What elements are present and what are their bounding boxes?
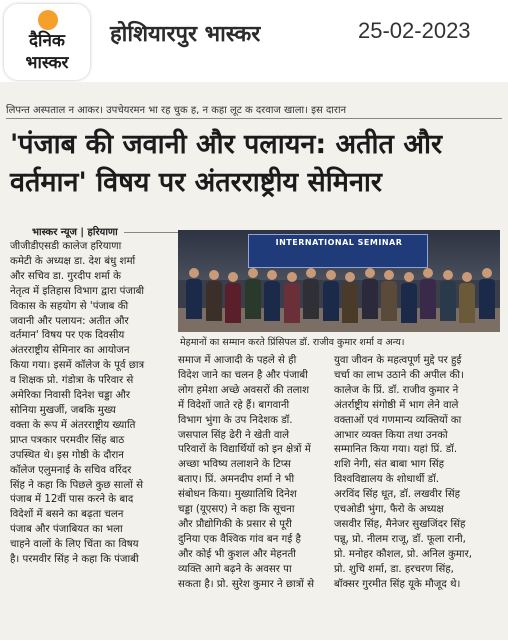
person-body	[245, 279, 261, 319]
byline-text: भास्कर न्यूज | हरियाणा	[32, 227, 118, 238]
article-line: विदेश जाने का चलन है और पंजाबी	[178, 369, 308, 381]
person-figure	[420, 268, 436, 319]
edition-title: होशियारपुर भास्कर	[110, 22, 261, 47]
article-line: लोग हमेशा अच्छे अवसरों की तलाश	[178, 384, 310, 396]
logo-text-line1: दैनिक	[29, 31, 65, 51]
article-line: नेतृत्व में इतिहास विभाग द्वारा पंजाबी	[10, 285, 145, 297]
person-body	[225, 283, 241, 323]
article-line: जवानी और पलायन: अतीत और	[10, 315, 129, 327]
article-line: और कोई भी कुशल और मेहनती	[178, 548, 296, 560]
person-figure	[479, 268, 495, 319]
event-photo	[178, 230, 500, 332]
article-line: व्यक्ति आगे बढ़ने के अवसर पा	[178, 563, 292, 575]
article-column-1	[10, 240, 170, 568]
person-head	[423, 268, 433, 278]
person-body	[284, 283, 300, 323]
article-line: वक्ता के रूप में अंतरराष्ट्रीय ख्याति	[10, 419, 136, 431]
article-line: विभाग भुंगा के उप निदेशक डॉ.	[178, 414, 293, 426]
article-line: विकास के सहयोग से 'पंजाब की	[10, 300, 129, 312]
person-body	[362, 279, 378, 319]
person-head	[365, 268, 375, 278]
article-line: बॉक्सर गुरमीत सिंह यूके मौजूद थे।	[334, 578, 461, 590]
newspaper-clipping	[0, 82, 508, 640]
article-line: बताए। प्रिं. अमनदीप शर्मा ने भी	[178, 474, 295, 486]
article-line: शशि नेगी, संत बाबा भाग सिंह	[334, 459, 445, 471]
article-line: प्रो. शुचि शर्मा, डा. हरचरण सिंह,	[334, 563, 454, 575]
article-line: सम्मानित किया गया। यहां प्रिं. डॉ.	[334, 444, 458, 456]
person-figure	[323, 270, 339, 321]
article-line: जीजीडीएसडी कालेज हरियाणा	[10, 241, 122, 252]
article-line: समाज में आजादी के पहले से ही	[178, 355, 297, 366]
article-line: सकता है। प्रो. सुरेश कुमार ने छात्रों से	[178, 578, 315, 590]
article-line: अरविंद सिंह धूत, डॉ. लखवीर सिंह	[334, 489, 461, 501]
article-line: वर्तमान' विषय पर एक दिवसीय	[10, 330, 125, 342]
article-headline	[10, 126, 500, 202]
person-figure	[401, 272, 417, 323]
article-line: है। परमवीर सिंह ने कहा कि पंजाबी	[10, 554, 139, 566]
article-line: सोनिया मुखर्जी, जबकि मुख्य	[10, 404, 116, 416]
person-head	[306, 268, 316, 278]
person-figure	[459, 272, 475, 323]
person-head	[345, 272, 355, 282]
edition-date: 25-02-2023	[358, 18, 471, 43]
article-line: जसपाल सिंह ढेरी ने खेती वाले	[178, 429, 290, 441]
person-head	[482, 268, 492, 278]
seminar-banner	[248, 234, 428, 268]
photo-caption: मेहमानों का सम्मान करते प्रिंसिपल डॉ. राजीव कुमार शर्मा व अन्य।	[180, 337, 405, 348]
article-line: प्राप्त पत्रकार परमवीर सिंह बाठ	[10, 434, 125, 446]
person-figure	[284, 272, 300, 323]
article-line: चर्चा का लाभ उठाने की अपील की।	[334, 369, 464, 381]
previous-article-strip: लिपन्त अस्पताल न आकर। उपचेयरमन भा रह चुक ह, न कहा लूट क दरवाज खाला। इस दारान	[6, 105, 347, 116]
article-line: आभार व्यक्त किया तथा उनको	[334, 429, 448, 441]
article-line: कालेज के प्रिं. डॉ. राजीव कुमार ने	[334, 384, 459, 396]
article-line: चाहने वालों के लिए चिंता का विषय	[10, 539, 139, 551]
article-column-3	[334, 354, 500, 593]
person-figure	[303, 268, 319, 319]
person-figure	[225, 272, 241, 323]
article-line: अंतर्राष्ट्रीय संगोष्ठी में भाग लेने वाले	[334, 399, 459, 411]
person-figure	[206, 270, 222, 321]
logo-text-line2: भास्कर	[25, 53, 69, 73]
person-figure	[440, 270, 456, 321]
article-column-2	[178, 354, 328, 593]
article-line: किया गया। इसमें कॉलेज के पूर्व छात्र	[10, 360, 145, 372]
article-line: पंजाब में 12वीं पास करने के बाद	[10, 494, 134, 506]
headline-line2: वर्तमान' विषय पर अंतरराष्ट्रीय सेमिनार	[10, 167, 382, 198]
person-body	[342, 283, 358, 323]
person-body	[459, 283, 475, 323]
article-line: कमेटी के अध्यक्ष डा. देश बंधु शर्मा	[10, 255, 136, 267]
article-line: व शिक्षक प्रो. गंडोत्रा के परिवार से	[10, 375, 134, 387]
article-line: और सचिव डा. गुरदीप शर्मा के	[10, 270, 121, 282]
person-body	[479, 279, 495, 319]
article-line: दुनिया एक वैश्विक गांव बन गई है	[178, 533, 301, 545]
article-line: चड्डा (यूएसए) ने कहा कि सूचना	[178, 504, 295, 516]
article-line: संबोधन किया। मुख्यातिथि दिनेश	[178, 489, 297, 501]
person-head	[443, 270, 453, 280]
article-line: अच्छा भविष्य तलाशने के टिप्स	[178, 459, 291, 471]
person-figure	[245, 268, 261, 319]
person-figure	[264, 270, 280, 321]
person-body	[401, 283, 417, 323]
person-head	[189, 268, 199, 278]
article-line: एचओडी भुंगा, फैरो के अध्यक्ष	[334, 504, 444, 516]
article-line: अंतरराष्ट्रीय सेमिनार का आयोजन	[10, 345, 130, 357]
article-line: विश्वविद्यालय के शोधार्थी डॉ.	[334, 474, 439, 486]
article-line: युवा जीवन के महत्वपूर्ण मुद्दे पर हुई	[334, 355, 462, 366]
person-head	[462, 272, 472, 282]
person-body	[381, 281, 397, 321]
person-figure	[186, 268, 202, 319]
person-head	[267, 270, 277, 280]
article-line: सिंह ने कहा कि पिछले कुछ सालों से	[10, 479, 143, 491]
person-body	[186, 279, 202, 319]
person-body	[303, 279, 319, 319]
person-body	[264, 281, 280, 321]
article-line: पन्नू, प्रो. नीलम राजू, डॉ. फूला रानी,	[334, 533, 466, 545]
person-head	[326, 270, 336, 280]
article-line: जसवीर सिंह, मैनेजर सुखजिंदर सिंह	[334, 518, 466, 530]
article-line: विदेशों में बसने का बढ़ता चलन	[10, 509, 124, 521]
person-head	[209, 270, 219, 280]
person-head	[228, 272, 238, 282]
article-line: वक्ताओं एवं गणमान्य व्यक्तियों का	[334, 414, 462, 426]
dainik-bhaskar-logo	[4, 4, 90, 80]
article-line: अमेरिका निवासी दिनेश चड्डा और	[10, 390, 131, 402]
sun-icon	[38, 10, 58, 30]
person-body	[206, 281, 222, 321]
article-line: उपस्थित थे। इस गोष्ठी के दौरान	[10, 449, 124, 461]
person-figure	[362, 268, 378, 319]
banner-text: INTERNATIONAL SEMINAR	[275, 238, 403, 247]
article-line: पंजाब और पंजाबियत का भला	[10, 524, 123, 536]
article-line: और प्रौद्योगिकी के प्रसार से पूरी	[178, 518, 292, 530]
person-figure	[381, 270, 397, 321]
article-line: परिवारों के विद्यार्थियों को इन क्षेत्रों में	[178, 444, 311, 456]
person-head	[287, 272, 297, 282]
person-head	[384, 270, 394, 280]
person-head	[404, 272, 414, 282]
person-head	[248, 268, 258, 278]
person-body	[420, 279, 436, 319]
headline-line1: 'पंजाब की जवानी और पलायन: अतीत और	[10, 129, 442, 160]
person-figure	[342, 272, 358, 323]
person-body	[440, 281, 456, 321]
article-line: में विदेशों जाते रहे हैं। बागवानी	[178, 399, 290, 411]
app-header	[0, 0, 508, 82]
person-body	[323, 281, 339, 321]
article-line: कॉलेज एलुमनाई के सचिव वरिंदर	[10, 464, 132, 476]
article-line: प्रो. मनोहर कौशल, प्रो. अनिल कुमार,	[334, 548, 472, 560]
divider	[6, 118, 502, 119]
